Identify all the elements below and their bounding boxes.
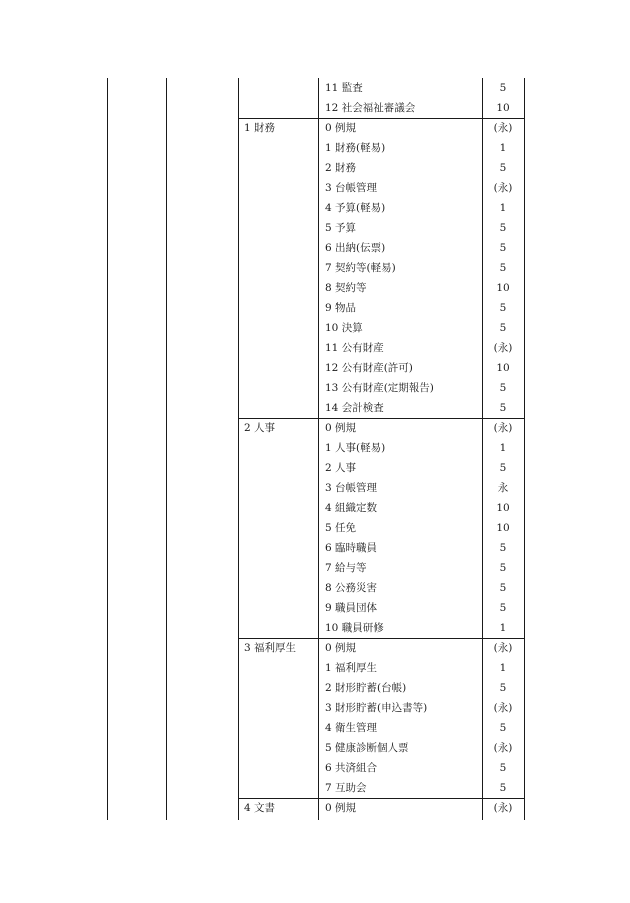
item-label: 11 監査 [325, 82, 363, 94]
retention-period: 1 [499, 202, 507, 214]
item-label: 8 契約等 [325, 282, 367, 294]
retention-period: 1 [499, 142, 507, 154]
item-label: 10 職員研修 [325, 622, 384, 634]
item-label: 8 公務災害 [325, 582, 378, 594]
item-label: 13 公有財産(定期報告) [325, 382, 434, 394]
col-line-1 [107, 78, 108, 820]
retention-period: 5 [499, 462, 507, 474]
retention-period: (永) [493, 182, 513, 194]
retention-period: 5 [499, 582, 507, 594]
item-label: 7 契約等(軽易) [325, 262, 396, 274]
retention-period: (永) [493, 422, 513, 434]
retention-period: (永) [493, 702, 513, 714]
item-label: 5 任免 [325, 522, 357, 534]
retention-period: 5 [499, 322, 507, 334]
retention-period: 5 [499, 222, 507, 234]
item-label: 0 例規 [325, 422, 357, 434]
retention-period: 5 [499, 682, 507, 694]
item-label: 6 共済組合 [325, 762, 378, 774]
retention-period: 5 [499, 382, 507, 394]
item-label: 12 社会福祉審議会 [325, 102, 416, 114]
col-line-4 [318, 78, 319, 820]
retention-period: 5 [499, 302, 507, 314]
item-label: 4 予算(軽易) [325, 202, 386, 214]
retention-period: 10 [496, 522, 510, 534]
retention-period: 5 [499, 82, 507, 94]
item-label: 0 例規 [325, 642, 357, 654]
retention-period: 5 [499, 262, 507, 274]
item-label: 2 財形貯蓄(台帳) [325, 682, 407, 694]
item-label: 6 臨時職員 [325, 542, 378, 554]
retention-period: 5 [499, 162, 507, 174]
item-label: 0 例規 [325, 122, 357, 134]
item-label: 2 財務 [325, 162, 357, 174]
col-line-3 [238, 78, 239, 820]
retention-period: 5 [499, 562, 507, 574]
retention-period: 5 [499, 242, 507, 254]
retention-period: 5 [499, 402, 507, 414]
item-label: 7 給与等 [325, 562, 367, 574]
retention-period: 5 [499, 542, 507, 554]
retention-period: 5 [499, 602, 507, 614]
item-label: 0 例規 [325, 802, 357, 814]
item-label: 4 衛生管理 [325, 722, 378, 734]
item-label: 5 予算 [325, 222, 357, 234]
retention-period: 5 [499, 762, 507, 774]
item-label: 6 出納(伝票) [325, 242, 386, 254]
item-label: 3 台帳管理 [325, 482, 378, 494]
item-label: 1 福利厚生 [325, 662, 378, 674]
retention-period: 永 [497, 482, 509, 494]
group-label: 3 福利厚生 [244, 642, 297, 654]
retention-period: 10 [496, 282, 510, 294]
col-line-6 [524, 78, 525, 820]
retention-period: (永) [493, 122, 513, 134]
retention-period: 1 [499, 622, 507, 634]
item-label: 3 財形貯蓄(申込書等) [325, 702, 428, 714]
retention-period: 5 [499, 722, 507, 734]
col-line-5 [482, 78, 483, 820]
retention-period: 1 [499, 662, 507, 674]
item-label: 14 会計検査 [325, 402, 384, 414]
item-label: 4 組織定数 [325, 502, 378, 514]
item-label: 7 互助会 [325, 782, 367, 794]
retention-period: (永) [493, 802, 513, 814]
retention-period: 5 [499, 782, 507, 794]
col-line-2 [166, 78, 167, 820]
item-label: 10 決算 [325, 322, 363, 334]
item-label: 2 人事 [325, 462, 357, 474]
item-label: 1 人事(軽易) [325, 442, 386, 454]
item-label: 3 台帳管理 [325, 182, 378, 194]
retention-period: 1 [499, 442, 507, 454]
retention-period: (永) [493, 342, 513, 354]
item-label: 12 公有財産(許可) [325, 362, 413, 374]
retention-period: (永) [493, 742, 513, 754]
item-label: 1 財務(軽易) [325, 142, 386, 154]
retention-period: 10 [496, 102, 510, 114]
retention-period: (永) [493, 642, 513, 654]
item-label: 9 物品 [325, 302, 357, 314]
retention-period: 10 [496, 362, 510, 374]
item-label: 11 公有財産 [325, 342, 384, 354]
group-label: 4 文書 [244, 802, 276, 814]
item-label: 9 職員団体 [325, 602, 378, 614]
group-label: 2 人事 [244, 422, 276, 434]
group-label: 1 財務 [244, 122, 276, 134]
item-label: 5 健康診断個人票 [325, 742, 409, 754]
retention-period: 10 [496, 502, 510, 514]
